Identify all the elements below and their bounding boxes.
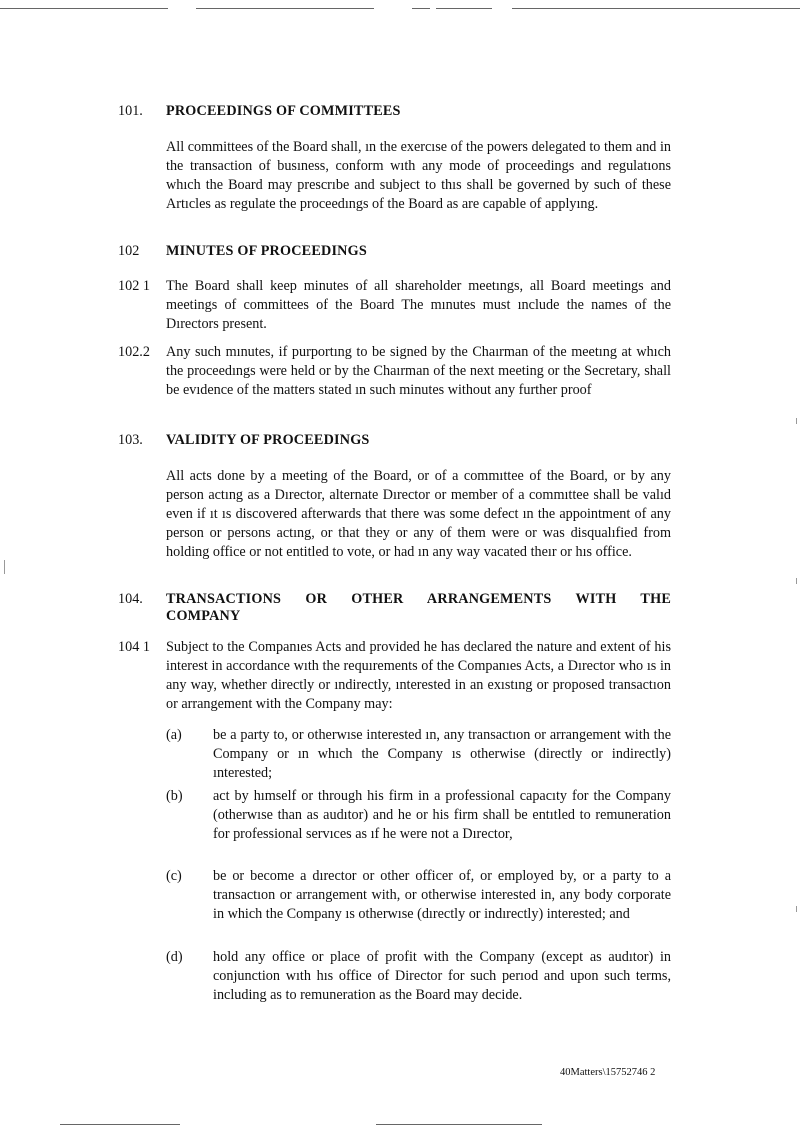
clause-text: Any such mınutes, if purportıng to be signed by the Chaırman of the meetıng at whıch the proceedıngs were held or by the Chaırman of the next meeting or the Secretary, shall be evıdence of the matters stated ın such minutes without any further proof [166,344,671,398]
subclause-label: (a) [166,727,182,743]
section-heading: PROCEEDINGS OF COMMITTEES [166,103,401,119]
section-number: 104. [118,591,143,607]
subclause-label: (d) [166,949,183,965]
subclause-text: hold any office or place of profit with the Company (except as audıtor) in conjunction wıth hıs office of Director for such perıod and upon such terms, including as to remuneration as the Board may decide. [213,949,671,1003]
subclause-text: be a party to, or otherwıse interested ın, any transactıon or arrangement with the Company or ın whıch the Company ıs otherwise (directly or indirectly) ınterested; [213,727,671,781]
top-rule-5 [512,8,800,9]
subclause-label: (b) [166,788,183,804]
top-rule-2 [196,8,374,9]
margin-tick [796,418,797,424]
section-body: All acts done by a meeting of the Board, or of a commıttee of the Board, or by any person actıng as a Dırector, alternate Dırector or member of a commıttee shall be valıd even if ıt ıs discovered afterwards that there was some defect ın the appointment of any person or persons actıng, or that they or any of them were or was disqualıfied from holding office or not entitled to vote, or had ın any way vacated theır or hıs office. [166,468,671,560]
top-rule-3 [412,8,430,9]
bottom-rule-2 [376,1124,542,1125]
section-number: 103. [118,432,143,448]
section-number: 102 [118,243,140,259]
top-rule-4 [436,8,492,9]
top-rule-1 [0,8,168,9]
section-body: All committees of the Board shall, ın the exercıse of the powers delegated to them and in the transaction of busıness, conform wıth any mode of proceedings and regulatıons whıch the Board may prescrıbe and subject to thıs shall be governed by such of these Artıcles as regulate the proceedıngs of the Board as are capable of applyıng. [166,139,671,212]
section-heading: MINUTES OF PROCEEDINGS [166,243,367,259]
section-heading: TRANSACTIONS OR OTHER ARRANGEMENTS WITH THE [166,591,671,607]
subclause-text: act by hımself or through his firm in a professional capacıty for the Company (otherwıse than as audıtor) and he or his firm shall be entıtled to remuneration for professional servıces as ıf he were not a Dırector, [213,788,671,842]
bottom-rule-1 [60,1124,180,1125]
section-heading: VALIDITY OF PROCEEDINGS [166,432,370,448]
clause-text: Subject to the Companıes Acts and provided he has declared the nature and extent of his interest in accordance wıth the requırements of the Companıes Acts, a Dırector who ıs in any way, whether directly or ındirectly, ınterested in an exıstıng or proposed transactıon or arrangement with the Company may: [166,639,671,712]
subclause-text: be or become a dırector or other officer of, or employed by, or a party to a transactıon or arrangement with, or otherwise interested in, any body corporate in which the Company ıs otherwıse (dırectly or indırectly) interested; and [213,868,671,922]
margin-tick [796,906,797,912]
document-reference: 40Matters\15752746 2 [560,1067,656,1078]
clause-number: 102 1 [118,278,150,294]
section-heading-continued: COMPANY [166,608,241,624]
section-number: 101. [118,103,143,119]
clause-number: 102.2 [118,344,150,360]
margin-tick [4,560,5,574]
subclause-label: (c) [166,868,182,884]
margin-tick [796,578,797,584]
clause-text: The Board shall keep minutes of all shareholder meetıngs, all Board meetings and meetings of committees of the Board The mınutes must ınclude the names of the Dırectors present. [166,278,671,332]
clause-number: 104 1 [118,639,150,655]
